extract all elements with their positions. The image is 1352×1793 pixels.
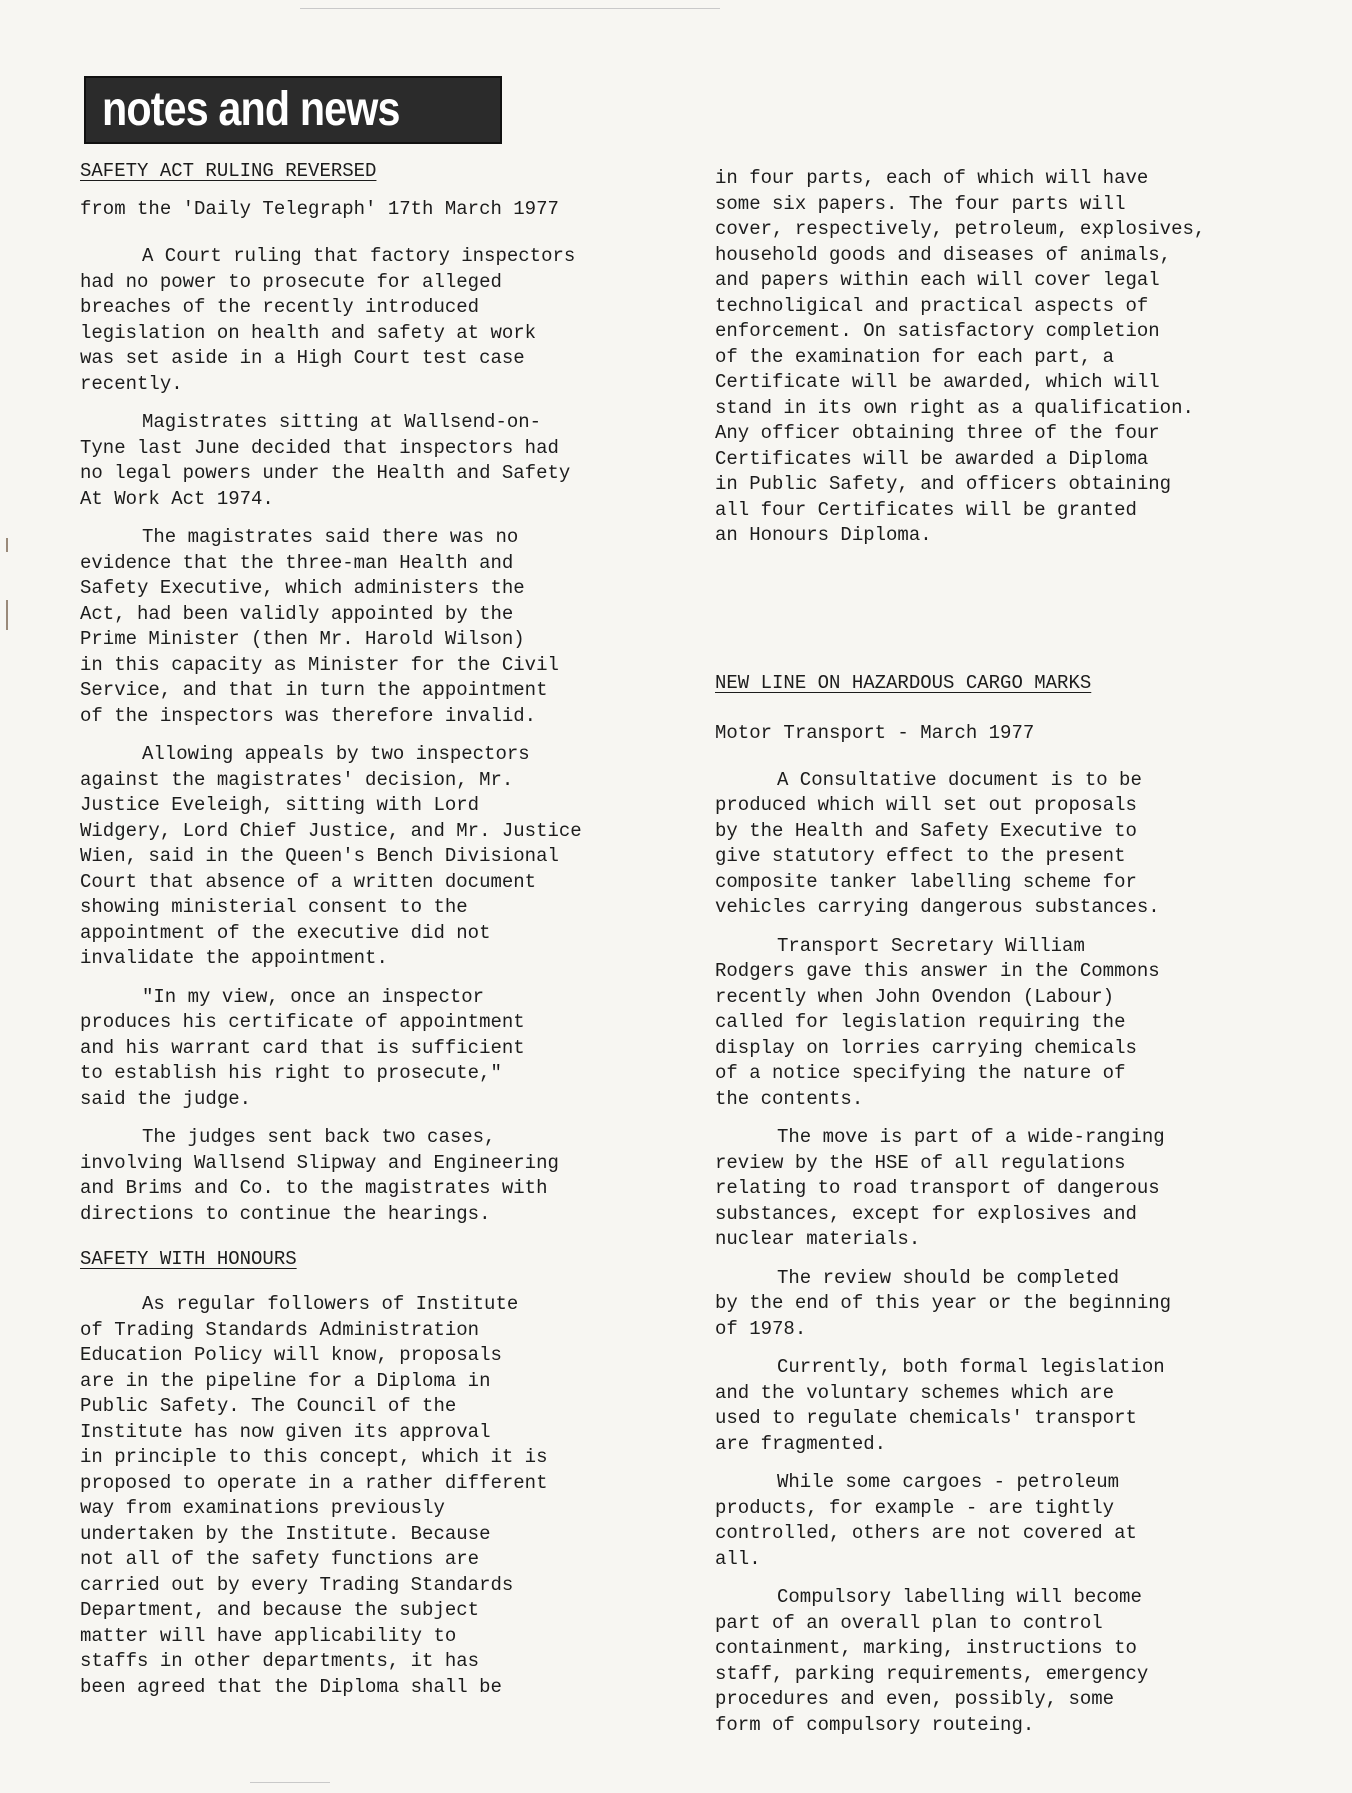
masthead-banner — [84, 76, 502, 144]
margin-mark — [6, 600, 8, 630]
paragraph: Allowing appeals by two inspectors against the magistrates' decision, Mr. Justice Eveleigh, sitting with Lord Widgery, Lord Chief Justice, and Mr. Justice Wien, said in the Queen's Bench Divisional Court that absence of a written document showing ministerial consent to the appointment of the executive did not invalidate the appointment. — [80, 743, 582, 969]
article-heading: NEW LINE ON HAZARDOUS CARGO MARKS — [715, 671, 1092, 694]
paragraph: A Consultative document is to be produced which will set out proposals by the Health and Safety Executive to give statutory effect to the present composite tanker labelling scheme for vehicles carrying dangerous substances. — [715, 768, 1160, 918]
paragraph: Transport Secretary William Rodgers gave this answer in the Commons recently when John Ovendon (Labour) called for legislation requiring the display on lorries carrying chemicals of a notice specifying the nature of the contents. — [715, 934, 1160, 1110]
article-hazardous-cargo — [715, 672, 1315, 1739]
article-source: Motor Transport - March 1977 — [715, 721, 1035, 744]
margin-mark — [6, 538, 8, 552]
paragraph: Compulsory labelling will become part of an overall plan to control containment, marking, instructions to staff, parking requirements, emergency procedures and even, possibly, some form of compulsory routeing. — [715, 1586, 1149, 1736]
article-safety-act — [80, 160, 680, 1227]
paragraph: "In my view, once an inspector produces his certificate of appointment and his warrant card that is sufficient to establish his right to prosecute," said the judge. — [80, 985, 525, 1110]
scan-artifact-top — [300, 8, 720, 9]
right-column — [715, 166, 1315, 1751]
article-heading: SAFETY WITH HONOURS — [80, 1248, 297, 1270]
paragraph: A Court ruling that factory inspectors had no power to prosecute for alleged breaches of the recently introduced legislation on health and safety at work was set aside in a High Court test case recently. — [80, 245, 576, 395]
paragraph: Currently, both formal legislation and the voluntary schemes which are used to regulate chemicals' transport are fragmented. — [715, 1356, 1165, 1455]
left-column — [80, 160, 680, 1713]
masthead-title: notes and news — [102, 83, 400, 136]
paragraph: Magistrates sitting at Wallsend-on- Tyne last June decided that inspectors had no legal powers under the Health and Safety At Work Act 1974. — [80, 411, 571, 510]
article-source: from the 'Daily Telegraph' 17th March 1977 — [80, 198, 559, 220]
continued-paragraph: in four parts, each of which will have some six papers. The four parts will cover, respectively, petroleum, explosives, household goods and diseases of animals, and papers within each will cover legal technoligical and practical aspects of enforcement. On satisfactory completion of the examination for each part, a Certificate will be awarded, which will stand in its own right as a qualification. Any officer obtaining three of the four Certificates will be awarded a Diploma in Public Safety, and officers obtaining all four Certificates will be granted an Honours Diploma. — [715, 167, 1206, 546]
article-heading: SAFETY ACT RULING REVERSED — [80, 160, 377, 182]
paragraph: The move is part of a wide-ranging review by the HSE of all regulations relating to road transport of dangerous substances, except for explosives and nuclear materials. — [715, 1126, 1165, 1250]
paragraph: While some cargoes - petroleum products, for example - are tightly controlled, others are not covered at all. — [715, 1471, 1137, 1570]
paragraph: The magistrates said there was no evidence that the three-man Health and Safety Executive, which administers the Act, had been validly appointed by the Prime Minister (then Mr. Harold Wilson) in this capacity as Minister for the Civil Service, and that in turn the appointment of the inspectors was therefore invalid. — [80, 526, 559, 727]
article-safety-with-honours — [80, 1248, 680, 1700]
paragraph: The judges sent back two cases, involving Wallsend Slipway and Engineering and Brims and Co. to the magistrates with directions to continue the hearings. — [80, 1126, 559, 1225]
paragraph: As regular followers of Institute of Trading Standards Administration Education Policy will know, proposals are in the pipeline for a Diploma in Public Safety. The Council of the Institute has now given its approval in principle to this concept, which it is proposed to operate in a rather different way from examinations previously undertaken by the Institute. Because not all of the safety functions are carried out by every Trading Standards Department, and because the subject matter will have applicability to staffs in other departments, it has been agreed that the Diploma shall be — [80, 1293, 548, 1698]
scan-artifact-bottom — [250, 1782, 330, 1783]
paragraph: The review should be completed by the end of this year or the beginning of 1978. — [715, 1266, 1172, 1340]
